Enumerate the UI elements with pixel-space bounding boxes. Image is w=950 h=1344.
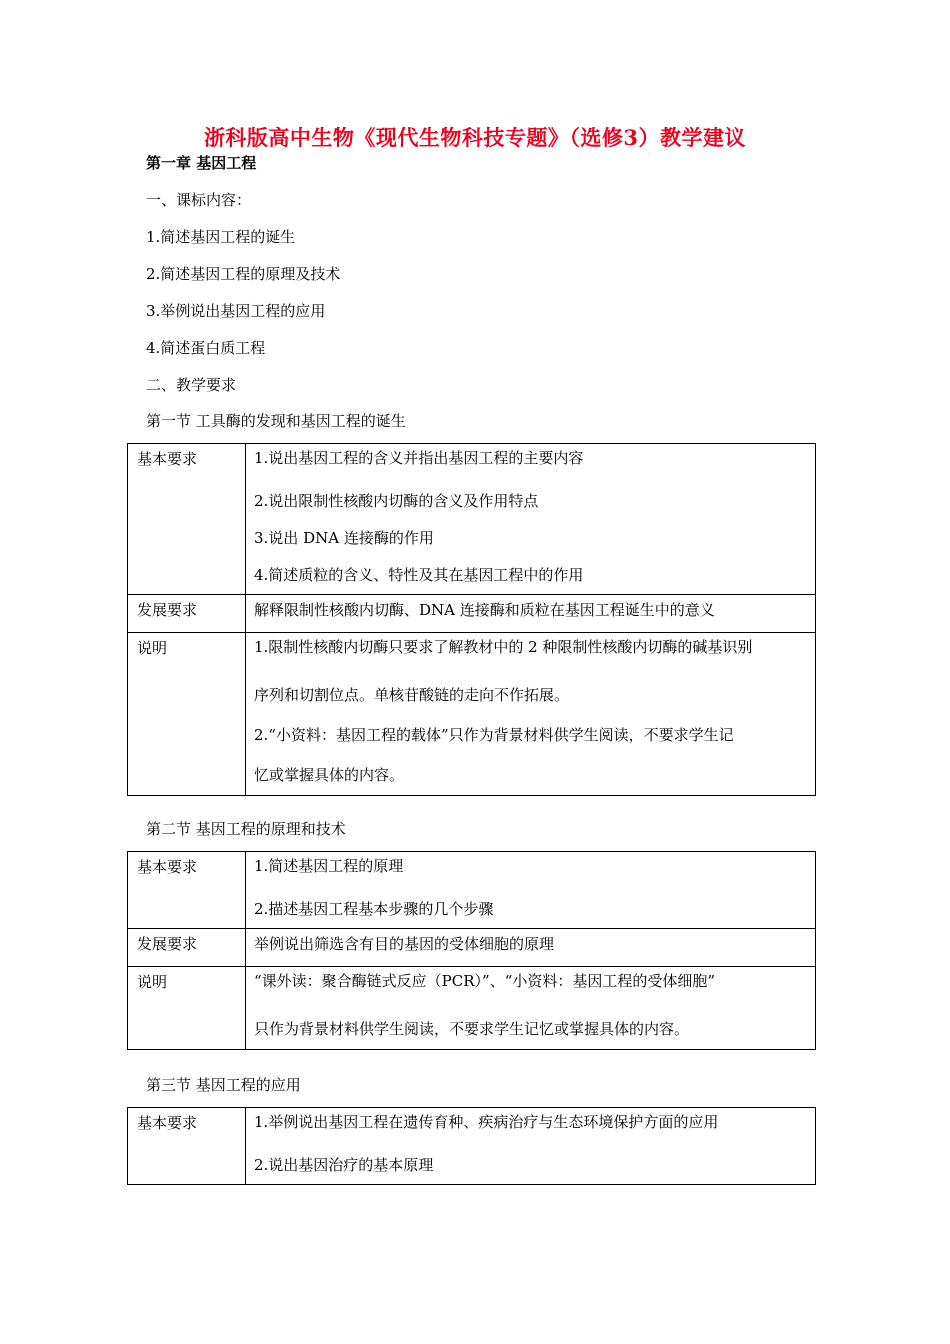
- chapter-heading: 第一章 基因工程: [146, 154, 257, 172]
- requirements-table: [127, 1107, 816, 1185]
- teaching-heading: 二、教学要求: [146, 376, 237, 394]
- note-line: “课外读：聚合酶链式反应（PCR）”、“小资料：基因工程的受体细胞”: [254, 972, 716, 990]
- section-heading: 第一节 工具酶的发现和基因工程的诞生: [146, 412, 406, 430]
- requirement-item: 2.说出限制性核酸内切酶的含义及作用特点: [254, 492, 539, 510]
- requirement-item: 4.简述质粒的含义、特性及其在基因工程中的作用: [254, 566, 584, 584]
- curriculum-heading: 一、课标内容：: [146, 191, 252, 209]
- section-heading: 第三节 基因工程的应用: [146, 1076, 301, 1094]
- table-row: [128, 633, 816, 796]
- row-content: [246, 444, 816, 595]
- table-row: [128, 444, 816, 595]
- row-content: [246, 967, 816, 1050]
- table-row: [128, 852, 816, 929]
- curriculum-item: 3.举例说出基因工程的应用: [146, 302, 326, 320]
- row-label: 说明: [128, 967, 246, 1050]
- table-row: [128, 929, 816, 967]
- table-row: [128, 595, 816, 633]
- row-content: 解释限制性核酸内切酶、DNA 连接酶和质粒在基因工程诞生中的意义: [246, 595, 816, 633]
- row-content: [246, 633, 816, 796]
- row-label: 基本要求: [128, 444, 246, 595]
- requirements-table: [127, 851, 816, 1050]
- row-content: [246, 852, 816, 929]
- note-line: 序列和切割位点。单核苷酸链的走向不作拓展。: [254, 686, 570, 704]
- row-label: 基本要求: [128, 1108, 246, 1185]
- requirement-item: 3.说出 DNA 连接酶的作用: [254, 529, 434, 547]
- curriculum-item: 4.简述蛋白质工程: [146, 339, 266, 357]
- table-row: [128, 967, 816, 1050]
- row-label: 说明: [128, 633, 246, 796]
- row-label: 基本要求: [128, 852, 246, 929]
- row-label: 发展要求: [128, 929, 246, 967]
- section-heading: 第二节 基因工程的原理和技术: [146, 820, 346, 838]
- requirement-item: 1.举例说出基因工程在遗传育种、疾病治疗与生态环境保护方面的应用: [254, 1113, 719, 1131]
- row-content: [246, 1108, 816, 1185]
- row-label: 发展要求: [128, 595, 246, 633]
- curriculum-item: 1.简述基因工程的诞生: [146, 228, 296, 246]
- note-line: 只作为背景材料供学生阅读，不要求学生记忆或掌握具体的内容。: [254, 1020, 690, 1038]
- requirement-item: 1.说出基因工程的含义并指出基因工程的主要内容: [254, 449, 584, 467]
- requirement-item: 1.简述基因工程的原理: [254, 857, 404, 875]
- requirement-item: 2.描述基因工程基本步骤的几个步骤: [254, 900, 494, 918]
- note-line: 忆或掌握具体的内容。: [254, 766, 405, 784]
- table-row: [128, 1108, 816, 1185]
- curriculum-item: 2.简述基因工程的原理及技术: [146, 265, 341, 283]
- note-line: 2.“小资料：基因工程的载体”只作为背景材料供学生阅读，不要求学生记: [254, 726, 734, 744]
- note-line: 1.限制性核酸内切酶只要求了解教材中的 2 种限制性核酸内切酶的碱基识别: [254, 638, 753, 656]
- requirements-table: [127, 443, 816, 796]
- requirement-item: 2.说出基因治疗的基本原理: [254, 1156, 434, 1174]
- document-title: 浙科版高中生物《现代生物科技专题》（选修3）教学建议: [203, 125, 747, 150]
- row-content: 举例说出筛选含有目的基因的受体细胞的原理: [246, 929, 816, 967]
